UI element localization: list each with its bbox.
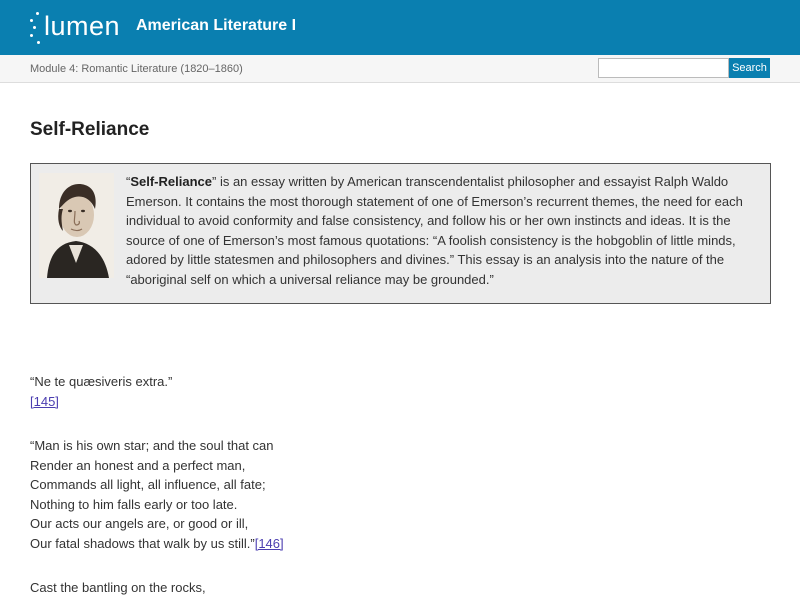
citation-link-145[interactable]: [145] xyxy=(30,393,59,409)
poem-line: “Man is his own star; and the soul that can xyxy=(30,438,274,453)
page-title: Self-Reliance xyxy=(30,119,150,140)
lumen-logo[interactable] xyxy=(30,10,121,46)
poem-line: Our fatal shadows that walk by us still.” xyxy=(30,535,255,551)
search-button[interactable]: Search xyxy=(729,58,770,78)
epigraph-text: “Ne te quæsiveris extra.” xyxy=(30,374,173,389)
logo-text: lumen xyxy=(44,11,121,41)
portrait-image xyxy=(39,173,114,278)
stanza xyxy=(30,578,206,598)
poem xyxy=(30,436,284,553)
top-navigation-bar xyxy=(0,0,800,55)
module-breadcrumb[interactable]: Module 4: Romantic Literature (1820–1860) xyxy=(30,63,243,75)
poem-line: Render an honest and a perfect man, xyxy=(30,457,246,473)
intro-paragraph xyxy=(126,172,766,289)
intro-box xyxy=(30,163,771,304)
epigraph xyxy=(30,372,172,411)
emerson-portrait xyxy=(39,173,114,278)
stanza-line: Cast the bantling on the rocks, xyxy=(30,580,206,595)
poem-line: Commands all light, all influence, all fate; xyxy=(30,477,266,492)
poem-line: Our acts our angels are, or good or ill, xyxy=(30,516,249,531)
course-title[interactable]: American Literature I xyxy=(136,17,297,34)
citation-link-146[interactable]: [146] xyxy=(254,535,284,551)
poem-line: Nothing to him falls early or too late. xyxy=(30,496,238,512)
module-bar xyxy=(0,55,800,83)
intro-body: ” is an essay written by American transcendentalist philosopher and essayist Ralph Waldo Emerson. It contains the most thorough statement of one of Emerson’s recurrent themes, the need for each individual to avoid conformity and false consistency, and follow his or her own instincts and ideas. It is the source of one of Emerson’s most famous quotations: “A foolish consistency is the hobgoblin of little minds, adored by little statesmen and philosophers and divines.” This essay is an analysis into the nature of the “aboriginal self on which a universal reliance may be grounded.” xyxy=(126,174,743,287)
search-input[interactable] xyxy=(598,58,729,78)
intro-term: Self-Reliance xyxy=(130,174,212,189)
poem-last-line xyxy=(30,534,284,554)
intro-quote-open: “ xyxy=(126,174,131,189)
